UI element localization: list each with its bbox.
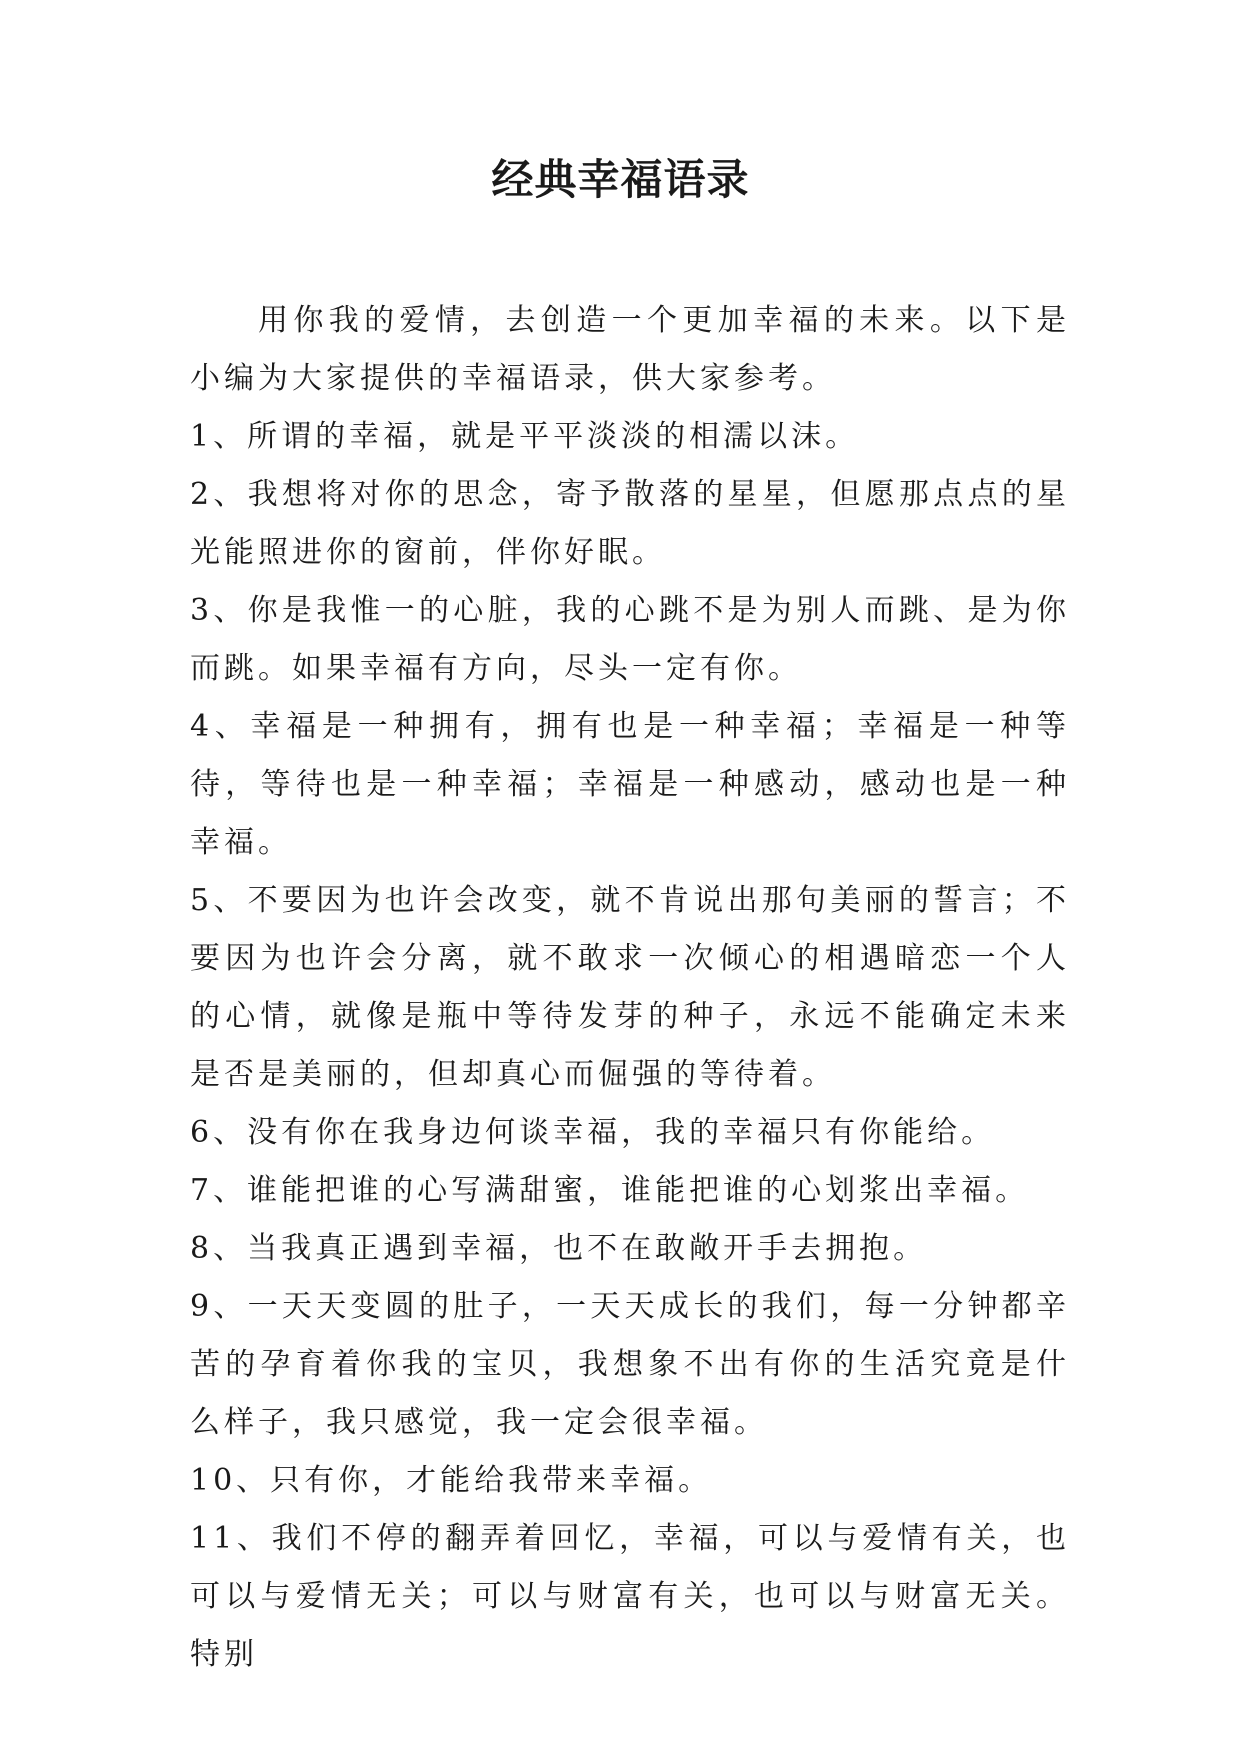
quote-item-4: 4、幸福是一种拥有，拥有也是一种幸福；幸福是一种等待，等待也是一种幸福；幸福是一种感动，感动也是一种幸福。	[190, 709, 1070, 860]
intro-paragraph: 用你我的爱情，去创造一个更加幸福的未来。以下是小编为大家提供的幸福语录，供大家参考。	[190, 303, 1070, 396]
quote-item-6: 6、没有你在我身边何谈幸福，我的幸福只有你能给。	[190, 1115, 996, 1150]
document-body	[190, 292, 1070, 1684]
quote-item-3: 3、你是我惟一的心脏，我的心跳不是为别人而跳、是为你而跳。如果幸福有方向，尽头一定有你。	[190, 593, 1070, 686]
quote-item-8: 8、当我真正遇到幸福，也不在敢敞开手去拥抱。	[190, 1231, 928, 1266]
quote-item-9: 9、一天天变圆的肚子，一天天成长的我们，每一分钟都辛苦的孕育着你我的宝贝，我想象不出有你的生活究竟是什么样子，我只感觉，我一定会很幸福。	[190, 1289, 1070, 1440]
quote-item-11: 11、我们不停的翻弄着回忆，幸福，可以与爱情有关，也可以与爱情无关；可以与财富有关，也可以与财富无关。特别	[190, 1521, 1070, 1672]
quote-item-7: 7、谁能把谁的心写满甜蜜，谁能把谁的心划浆出幸福。	[190, 1173, 1030, 1208]
quote-item-2: 2、我想将对你的思念，寄予散落的星星，但愿那点点的星光能照进你的窗前，伴你好眠。	[190, 477, 1070, 570]
quote-item-10: 10、只有你，才能给我带来幸福。	[190, 1463, 713, 1498]
quote-item-1: 1、所谓的幸福，就是平平淡淡的相濡以沫。	[190, 419, 860, 454]
quote-item-5: 5、不要因为也许会改变，就不肯说出那句美丽的誓言；不要因为也许会分离，就不敢求一次倾心的相遇暗恋一个人的心情，就像是瓶中等待发芽的种子，永远不能确定未来是否是美丽的，但却真心而倔强的等待着。	[190, 883, 1070, 1092]
document-title: 经典幸福语录	[491, 155, 750, 204]
